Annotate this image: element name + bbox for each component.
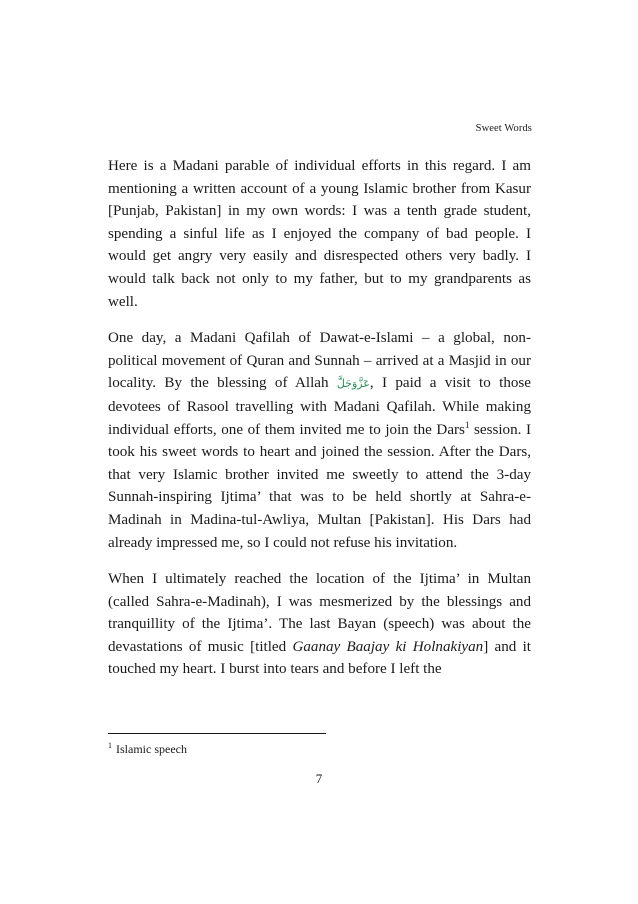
paragraph-2-text-c: session. I took his sweet words to heart and joined the session. After the Dars, that very Islamic brother invited me sweetly to attend the 3-day Sunnah-inspiring Ijtima’ that was to be held shortly at Sahra-e-Madinah in Madina-tul-Awliya, Multan [Pakistan]. His Dars had already impressed me, so I could not refuse his invitation. [108, 421, 531, 551]
running-header: Sweet Words [475, 123, 532, 134]
page-number: 7 [315, 771, 323, 786]
main-content [108, 155, 531, 695]
footnote [108, 742, 187, 757]
footnote-text: Islamic speech [116, 742, 187, 756]
speech-title: Gaanay Baajay ki Holnakiyan [292, 638, 484, 655]
arabic-honorific: عَزَّوَجَلَّ [336, 377, 370, 391]
footnote-number: 1 [108, 741, 112, 750]
paragraph-3 [108, 568, 531, 681]
paragraph-3-text-b: ] and it touched my heart. I burst into tears and before I left the [108, 638, 531, 678]
footnote-reference: 1 [464, 419, 470, 430]
paragraph-3-text-a: When I ultimately reached the location of the Ijtima’ in Multan (called Sahra-e-Madinah), I was mesmerized by the blessings and tranquillity of the Ijtima’. The last Bayan (speech) was about the devastations of music [titled [108, 571, 531, 655]
paragraph-2 [108, 327, 531, 554]
paragraph-2-text-b: , I paid a visit to those devotees of Rasool travelling with Madani Qafilah. While making individual efforts, one of them invited me to join the Dars [108, 375, 531, 438]
paragraph-1: Here is a Madani parable of individual efforts in this regard. I am mentioning a written account of a young Islamic brother from Kasur [Punjab, Pakistan] in my own words: I was a tenth grade student, spending a sinful life as I enjoyed the company of bad people. I would get angry very easily and disrespected others very badly. I would talk back not only to my father, but to my grandparents as well. [108, 158, 531, 310]
paragraph-2-text-a: One day, a Madani Qafilah of Dawat-e-Islami – a global, non-political movement of Quran and Sunnah – arrived at a Masjid in our locality. By the blessing of Allah [108, 330, 531, 392]
footnote-divider [108, 733, 326, 734]
